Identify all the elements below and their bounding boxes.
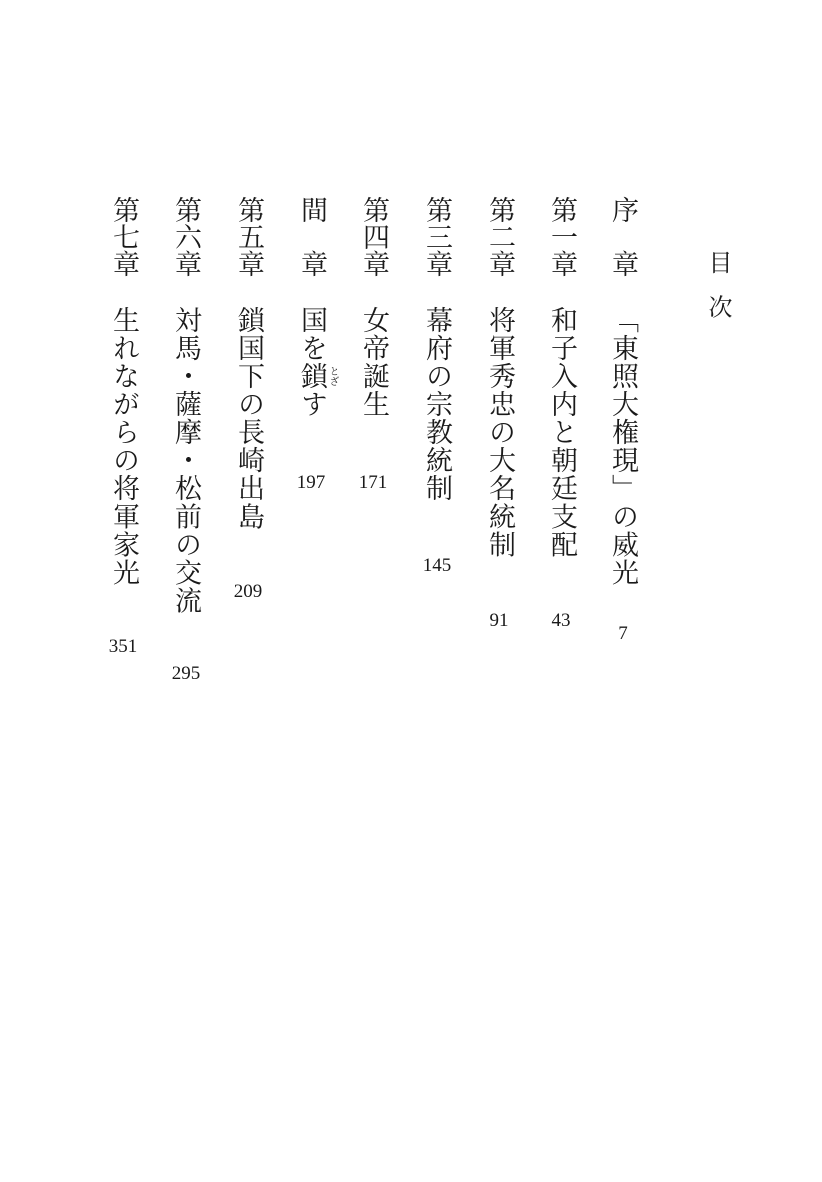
page-number: 209 (233, 581, 263, 602)
page-number: 145 (422, 555, 452, 576)
chapter-label: 第一章 (546, 196, 577, 277)
chapter-title: 対馬・薩摩・松前の交流 (170, 306, 201, 615)
page-number: 171 (358, 472, 388, 493)
page-number: 197 (296, 472, 326, 493)
chapter-label: 間 章 (296, 196, 327, 277)
page-number: 91 (489, 610, 509, 631)
chapter-title: 和子入内と朝廷支配 (546, 306, 577, 559)
page-number: 43 (551, 610, 571, 631)
chapter-label: 第四章 (358, 196, 389, 277)
chapter-title: 女帝誕生 (358, 306, 389, 419)
ruby-annotation: とざ (327, 366, 338, 386)
chapter-title: 将軍秀忠の大名統制 (484, 306, 515, 559)
toc-title: 目次 (704, 250, 732, 339)
chapter-title: 生れながらの将軍家光 (108, 306, 139, 587)
chapter-title: 国を鎖す (296, 306, 327, 419)
page-number: 295 (171, 663, 201, 684)
chapter-label: 第六章 (170, 196, 201, 277)
chapter-label: 第二章 (484, 196, 515, 277)
chapter-label: 第三章 (421, 196, 452, 277)
chapter-label: 第五章 (233, 196, 264, 277)
chapter-label: 序 章 (607, 196, 638, 277)
chapter-title: 鎖国下の長崎出島 (233, 306, 264, 531)
page-number: 351 (108, 636, 138, 657)
page-number: 7 (618, 623, 628, 644)
chapter-title: 「東照大権現」の威光 (607, 306, 638, 587)
chapter-title: 幕府の宗教統制 (421, 306, 452, 503)
chapter-label: 第七章 (108, 196, 139, 277)
